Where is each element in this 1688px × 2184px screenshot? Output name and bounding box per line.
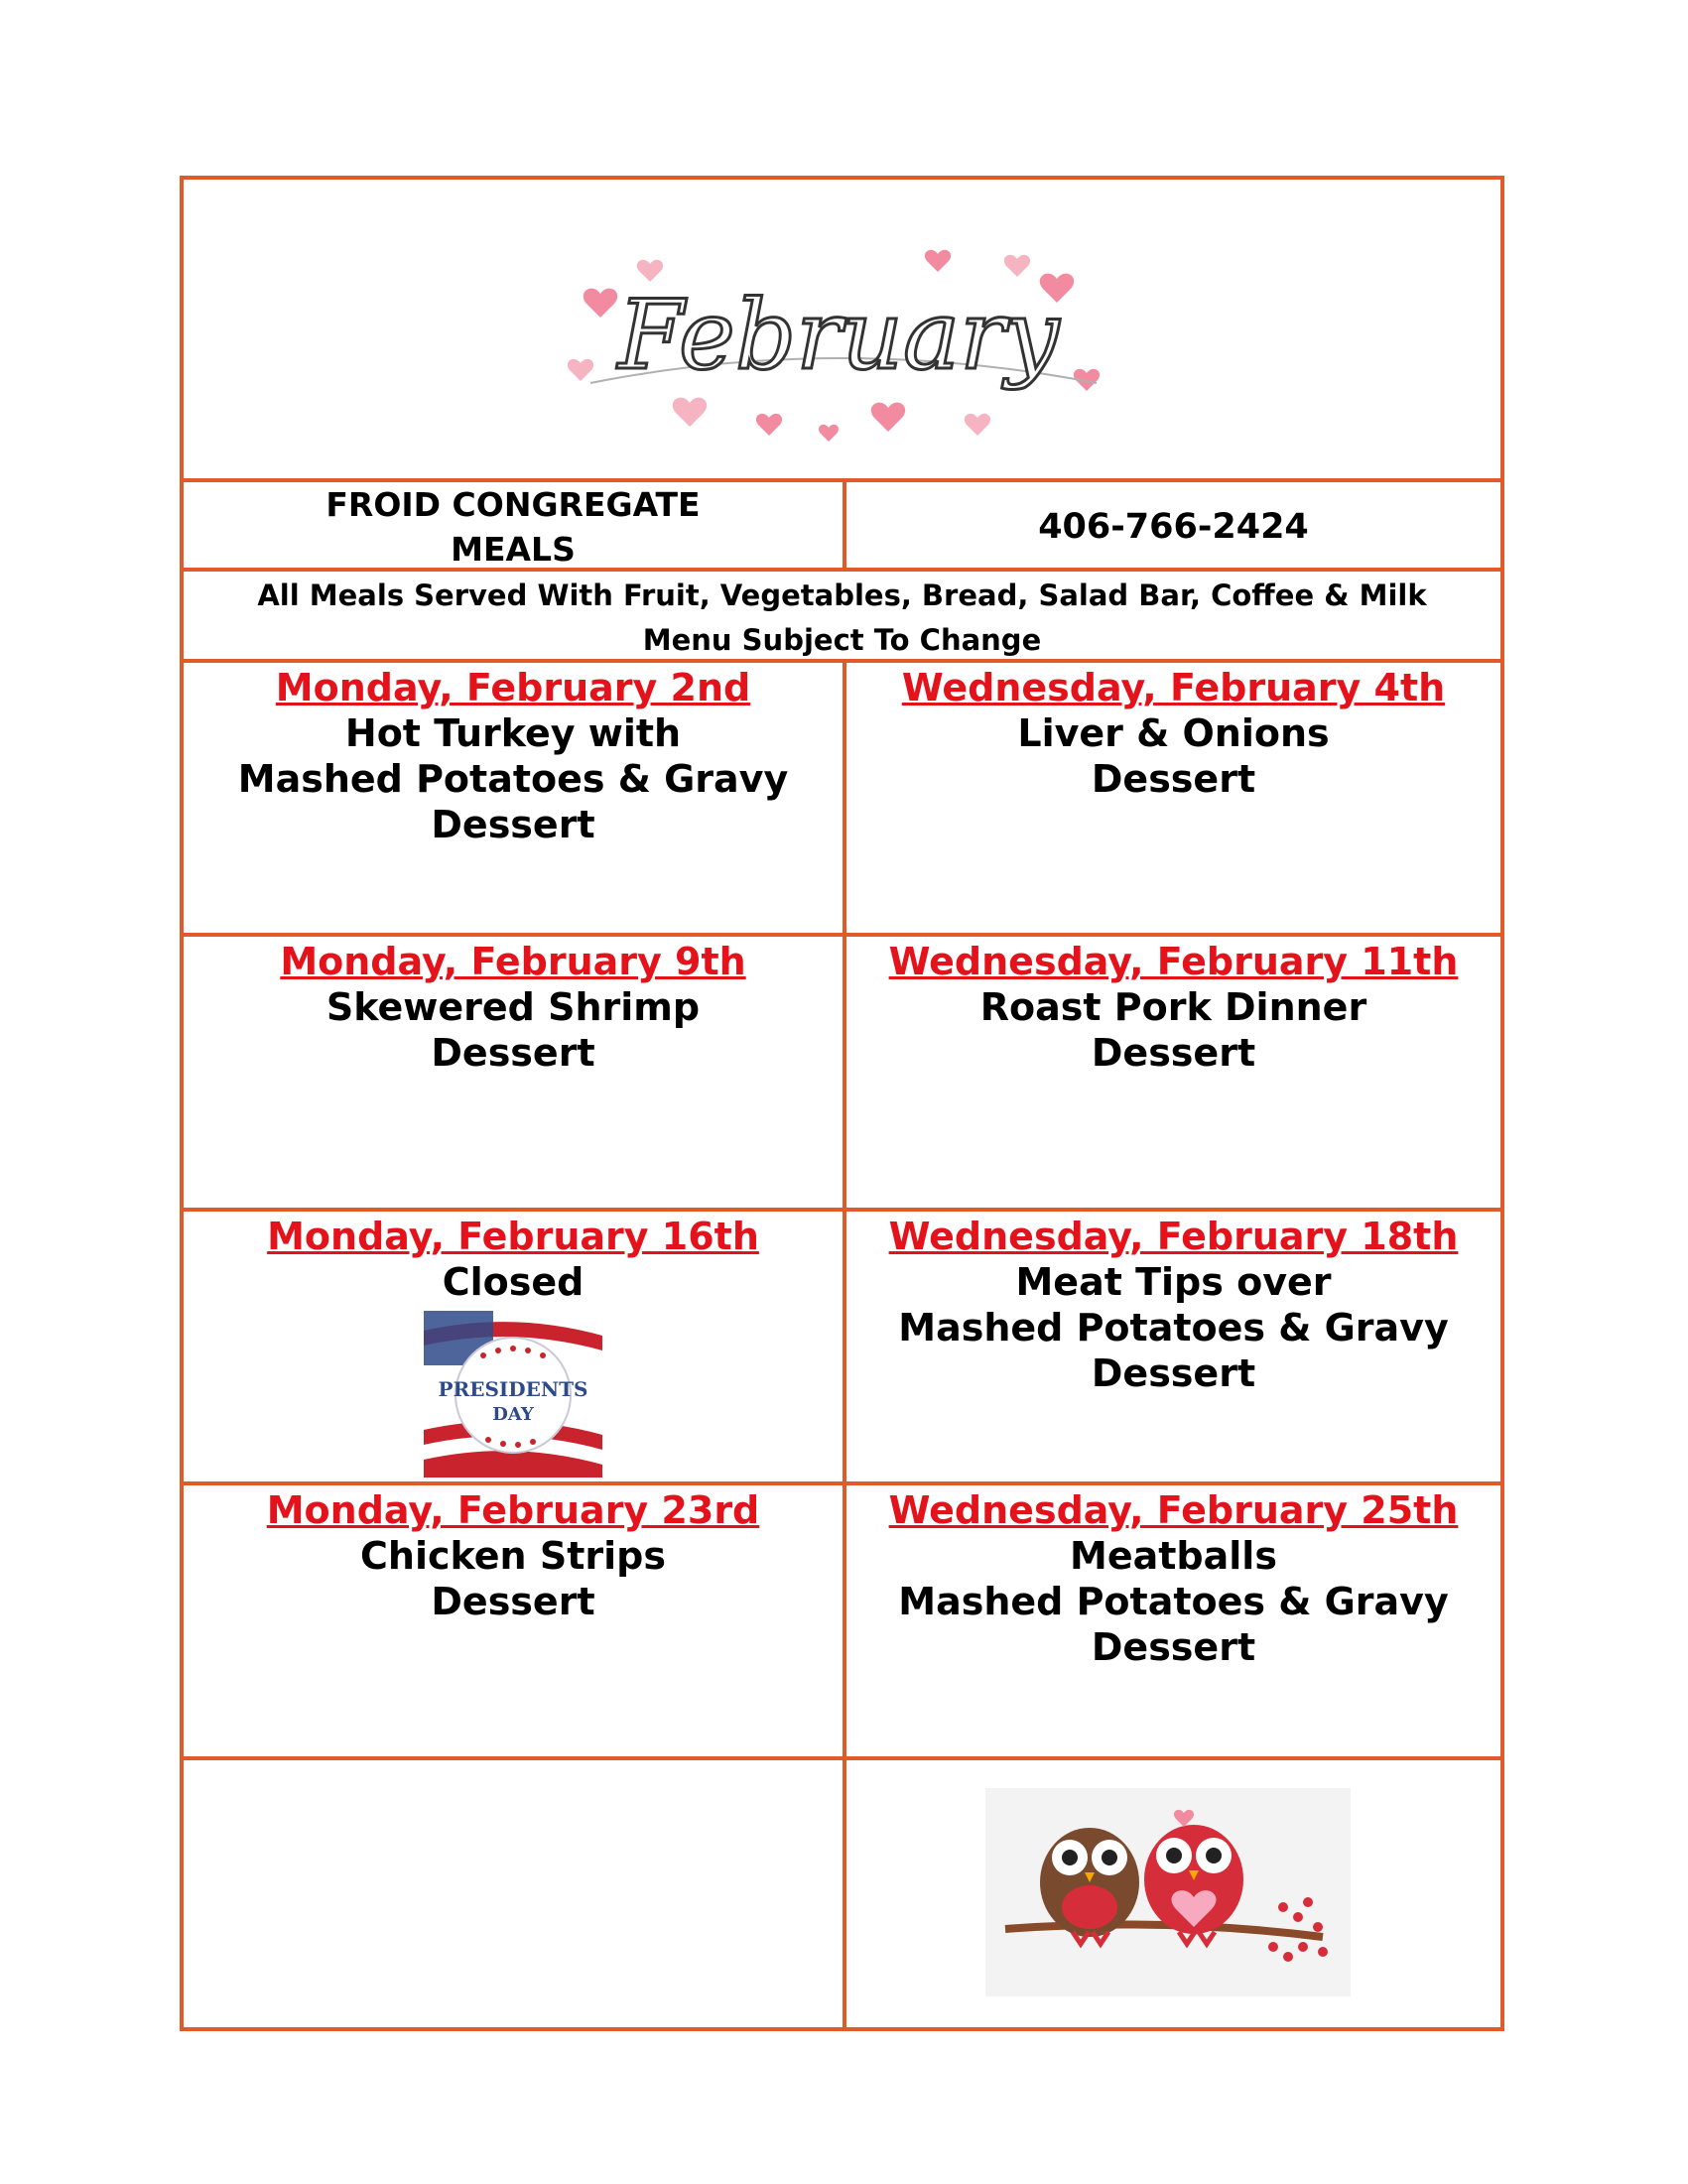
meal-cell [184, 937, 846, 1208]
meal-day-heading: Monday, February 16th [267, 1215, 759, 1258]
organization-line-1: FROID CONGREGATE [325, 485, 701, 524]
organization-line-2: MEALS [451, 530, 576, 569]
meal-line: Dessert [431, 1031, 595, 1075]
meal-day-heading: Wednesday, February 11th [888, 940, 1459, 983]
meal-line: Dessert [431, 803, 595, 846]
meal-line: Meat Tips over [1015, 1260, 1332, 1304]
menu-row-5 [184, 1760, 1500, 2031]
banner-row [184, 180, 1500, 482]
organization-name [184, 482, 846, 568]
menu-row-2 [184, 937, 1500, 1212]
meal-cell [184, 1485, 846, 1756]
meal-day-heading: Wednesday, February 4th [901, 666, 1446, 709]
meal-line: Dessert [1091, 1351, 1256, 1395]
meal-line: Dessert [431, 1580, 595, 1623]
meal-cell [846, 663, 1500, 933]
meal-line: Dessert [1091, 757, 1256, 801]
menu-row-4 [184, 1485, 1500, 1760]
meal-line: Chicken Strips [360, 1534, 666, 1578]
meal-cell [846, 1485, 1500, 1756]
meal-line: Meatballs [1070, 1534, 1277, 1578]
subject-to-change-note: Menu Subject To Change [642, 623, 1042, 657]
meal-day-heading: Monday, February 23rd [266, 1488, 760, 1532]
served-with-note: All Meals Served With Fruit, Vegetables, Bread, Salad Bar, Coffee & Milk [257, 578, 1427, 612]
meal-cell [184, 663, 846, 933]
meal-day-heading: Wednesday, February 18th [888, 1215, 1459, 1258]
meal-line: Dessert [1091, 1625, 1256, 1669]
meal-line: Liver & Onions [1017, 711, 1330, 755]
menu-row-3 [184, 1212, 1500, 1485]
meal-day-heading: Wednesday, February 25th [888, 1488, 1459, 1532]
valentine-owls-image [985, 1788, 1351, 1996]
notes [184, 572, 1500, 663]
phone-number: 406-766-2424 [1038, 507, 1309, 547]
february-banner-art [561, 234, 1116, 448]
meal-line: Mashed Potatoes & Gravy [237, 757, 789, 801]
menu-row-1 [184, 663, 1500, 937]
presidents-text: PRESIDENTS [438, 1377, 588, 1401]
empty-cell [184, 1760, 846, 2031]
meal-line: Closed [442, 1260, 584, 1304]
february-title: February [617, 280, 1060, 391]
meal-cell [846, 937, 1500, 1208]
meal-line: Skewered Shrimp [325, 985, 701, 1029]
owls-cell [846, 1760, 1500, 2031]
meal-line: Roast Pork Dinner [979, 985, 1367, 1029]
day-text: DAY [492, 1404, 534, 1425]
meal-cell [846, 1212, 1500, 1481]
meal-line: Hot Turkey with [344, 711, 682, 755]
presidents-day-image [424, 1311, 602, 1477]
menu-table [180, 176, 1504, 2031]
meal-cell [184, 1212, 846, 1481]
meal-day-heading: Monday, February 2nd [275, 666, 751, 709]
notes-row [184, 572, 1500, 663]
meal-line: Mashed Potatoes & Gravy [898, 1306, 1449, 1349]
meal-line: Mashed Potatoes & Gravy [898, 1580, 1449, 1623]
meal-line: Dessert [1091, 1031, 1256, 1075]
meal-day-heading: Monday, February 9th [280, 940, 746, 983]
contact-row [184, 482, 1500, 572]
